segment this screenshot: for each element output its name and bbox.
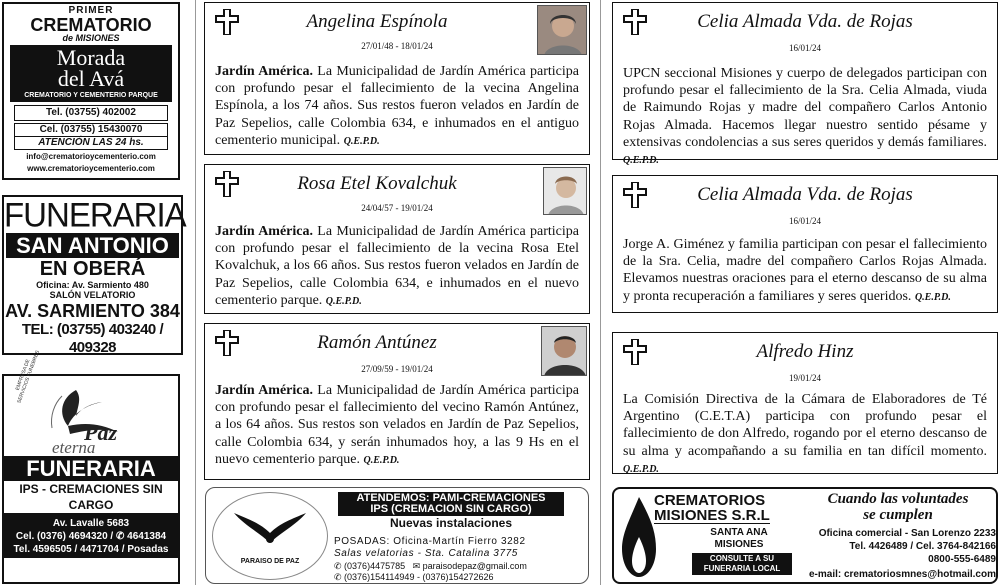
obituary-text xyxy=(623,236,987,306)
paraiso-address xyxy=(334,536,526,560)
paraiso-email: paraisodepaz@gmail.com xyxy=(422,561,527,571)
obituary-body: La Municipalidad de Jardín América participa con profundo pesar el fallecimiento de la vecina Rosa Etel Kovalchuk, a los 66 años. Sus restos fueron velados en Jardín de Paz Sepelios, calle Colombia 634, e inhumados en el nuevo cementerio parque. xyxy=(215,224,579,308)
obituary-card xyxy=(204,323,590,480)
ad-brand-name: Morada xyxy=(56,45,126,70)
obituary-body: La Comisión Directiva de la Cámara de Elaboradores de Té Argentino (C.E.T.A) participa con profundo pesar el fallecimiento de don Alfredo, rogando por el eterno descanso de su alma y acompañando a su familia en tan difícil momento. xyxy=(623,392,987,459)
ad-salon: SALÓN VELATORIO xyxy=(49,290,136,300)
ad-subtitle: SAN ANTONIO xyxy=(6,233,179,258)
ad-cell-box xyxy=(14,123,168,150)
obituary-closing: Q.E.P.D. xyxy=(623,463,659,475)
obituary-name: Celia Almada Vda. de Rojas xyxy=(697,184,913,205)
obituary-text xyxy=(215,63,579,150)
obituary-body: UPCN seccional Misiones y cuerpo de delegados participan con profundo pesar el fallecimiento de la Sra. Celia Almada, viuda de Raimundo Rojas y madre del compañero Carlos Antonio Rojas Almada. Hacemos llegar nuestro sentido pésame y extensivas condolencias a sus seres queridos y demás familiares. xyxy=(623,66,987,150)
obituary-card xyxy=(204,2,590,155)
crem-consult-line: CONSULTE A SU xyxy=(709,554,775,563)
paraiso-line: Salas velatorias - Sta. Catalina 3775 xyxy=(334,548,518,559)
ad-address: Av. Lavalle 5683 xyxy=(52,518,130,529)
ad-ips: IPS - CREMACIONES SIN CARGO xyxy=(19,482,163,512)
ad-brand-name: del Avá xyxy=(57,66,125,91)
obituary-dates: 27/01/48 - 18/01/24 xyxy=(361,41,433,51)
obituary-card xyxy=(612,175,998,313)
ad-crematorios-misiones xyxy=(612,487,998,584)
crem-free: 0800-555-6489 xyxy=(928,554,996,565)
paraiso-banner-line: IPS (CREMACION SIN CARGO) xyxy=(370,503,532,515)
crem-office: Oficina comercial - San Lorenzo 2233 xyxy=(818,528,996,539)
ad-funeraria-san-antonio xyxy=(2,195,186,356)
ad-phone: Tel. (03755) 402002 xyxy=(14,105,168,121)
ad-email: info@crematorioycementerio.com xyxy=(26,152,156,161)
obituary-card xyxy=(612,2,998,167)
obituary-card xyxy=(612,332,998,474)
crem-contacts xyxy=(794,527,996,566)
obituary-text xyxy=(623,65,987,169)
ad-attention: ATENCIÓN LAS 24 hs. xyxy=(15,136,167,149)
crem-consult-line: FUNERARIA LOCAL xyxy=(703,564,781,573)
ad-web: www.crematorioycementerio.com xyxy=(27,164,155,173)
dove-icon xyxy=(230,503,310,553)
paraiso-phones: (0376)154114949 - (0376)154272626 xyxy=(344,572,494,582)
crem-email: e-mail: crematoriosmnes@hotmail.com xyxy=(808,569,996,580)
obituary-place: Jardín América. xyxy=(215,64,313,79)
paraiso-line: POSADAS: Oficina-Martín Fierro 3282 xyxy=(334,536,526,547)
paraiso-logo-text: PARAISO DE PAZ xyxy=(240,558,300,565)
obituary-name: Alfredo Hinz xyxy=(756,341,854,362)
mail-icon: ✉ xyxy=(412,561,423,571)
paraiso-banner-line: ATENDEMOS: PAMI-CREMACIONES xyxy=(356,492,546,504)
obituary-dates: 16/01/24 xyxy=(788,43,821,53)
ad-contact-block xyxy=(4,513,178,558)
ad-line: de MISIONES xyxy=(62,33,120,43)
ad-paraiso-de-paz xyxy=(205,487,589,584)
obituary-dates: 24/04/57 - 19/01/24 xyxy=(361,203,433,213)
obituary-dates: 19/01/24 xyxy=(788,373,821,383)
ad-city: EN OBERÁ xyxy=(39,258,146,280)
obituary-closing: Q.E.P.D. xyxy=(623,155,659,167)
ad-office: Oficina: Av. Sarmiento 480 xyxy=(36,280,149,290)
crem-tel: Tel. 4426489 / Cel. 3764-842166 xyxy=(849,541,996,552)
ad-phone: Tel. 4596505 / 4471704 / Posadas xyxy=(13,544,169,555)
paraiso-new: Nuevas instalaciones xyxy=(389,516,513,530)
paz-eterna-logo xyxy=(4,349,178,457)
obituary-closing: Q.E.P.D. xyxy=(914,291,951,303)
ad-cell: Cel. (0376) 4694320 / ✆ 4641384 xyxy=(15,531,167,542)
ad-phone: TEL: (03755) 403240 / 409328 xyxy=(21,321,164,356)
ad-line: PRIMER xyxy=(68,5,114,16)
crem-slogan-line: Cuando las voluntades xyxy=(827,491,969,507)
obituary-dates: 27/09/59 - 19/01/24 xyxy=(361,364,433,374)
obituary-name: Celia Almada Vda. de Rojas xyxy=(697,11,913,32)
ad-title: FUNERARIA xyxy=(4,456,178,481)
phone-icon: ✆ xyxy=(334,561,345,571)
crem-title: CREMATORIOS xyxy=(654,492,766,509)
phone-icon: ✆ xyxy=(334,572,345,582)
obituary-closing: Q.E.P.D. xyxy=(325,295,362,307)
obituary-dates: 16/01/24 xyxy=(788,216,821,226)
crem-slogan-line: se cumplen xyxy=(863,507,933,523)
obituary-text xyxy=(623,391,987,478)
crem-location-line: SANTA ANA xyxy=(710,527,768,538)
obituary-card xyxy=(204,164,590,314)
ad-line: CREMATORIO xyxy=(30,15,152,35)
obituary-text xyxy=(215,223,579,310)
obituary-closing: Q.E.P.D. xyxy=(363,454,400,466)
crem-consult xyxy=(692,553,792,575)
obituary-name: Angelina Espínola xyxy=(306,11,448,32)
logo-eterna: eterna xyxy=(52,438,96,457)
ad-brand-block xyxy=(10,45,172,102)
obituary-body: La Municipalidad de Jardín América participa con profundo pesar el fallecimiento del vecino Ramón Antúnez, a los 64 años. Sus restos son velados en Jardín de Paz Sepelios, calle Colombia 634, y serán inhumados hoy, a las 9 Hs en el nuevo cementerio parque. xyxy=(215,383,579,467)
flame-icon xyxy=(622,497,656,577)
obituary-name: Rosa Etel Kovalchuk xyxy=(297,173,457,194)
obituary-body: Jorge A. Giménez y familia participan con pesar el fallecimiento de la Sra. Celia, madre del compañero Carlos Rojas Almada. Elevamos nuestras oraciones para el eterno descanso de su alma y pronta recuperación a familiares y seres queridos. xyxy=(623,237,987,304)
obituary-place: Jardín América. xyxy=(215,383,313,398)
ad-brand-subtitle: CREMATORIO Y CEMENTERIO PARQUE xyxy=(24,92,158,99)
obituary-place: Jardín América. xyxy=(215,224,313,239)
column-divider xyxy=(600,0,601,585)
ad-crematorio-morada-del-ava xyxy=(2,2,180,180)
obituary-body: La Municipalidad de Jardín América participa con profundo pesar el fallecimiento de la vecina Angelina Espínola, a los 74 años. Sus restos fueron velados en Jardín de Paz Sepelios, calle Colombia 634, e inhumados en el antiguo cementerio municipal. xyxy=(215,64,579,148)
obituary-name: Ramón Antúnez xyxy=(317,332,437,353)
obituary-text xyxy=(215,382,579,469)
ad-paz-eterna xyxy=(2,349,180,584)
logo-arc-text: EMPRESA DE SERVICIOS FUNEBRES xyxy=(14,349,42,405)
ad-cell: Cel. (03755) 15430070 xyxy=(39,124,143,135)
paraiso-phone: (0376)4475785 xyxy=(344,561,406,571)
crem-title: MISIONES S.R.L xyxy=(654,507,770,524)
ad-address: AV. SARMIENTO 384 xyxy=(5,301,180,321)
paraiso-contacts xyxy=(334,561,527,583)
obituary-closing: Q.E.P.D. xyxy=(343,135,380,147)
column-divider xyxy=(195,0,196,585)
crem-location-line: MISIONES xyxy=(714,539,764,550)
crem-location xyxy=(694,527,784,551)
crem-slogan xyxy=(800,491,996,523)
paraiso-logo xyxy=(212,492,328,580)
logo-paz: Paz xyxy=(84,420,117,445)
ad-title: FUNERARIA xyxy=(4,195,186,234)
paraiso-banner xyxy=(338,492,564,516)
